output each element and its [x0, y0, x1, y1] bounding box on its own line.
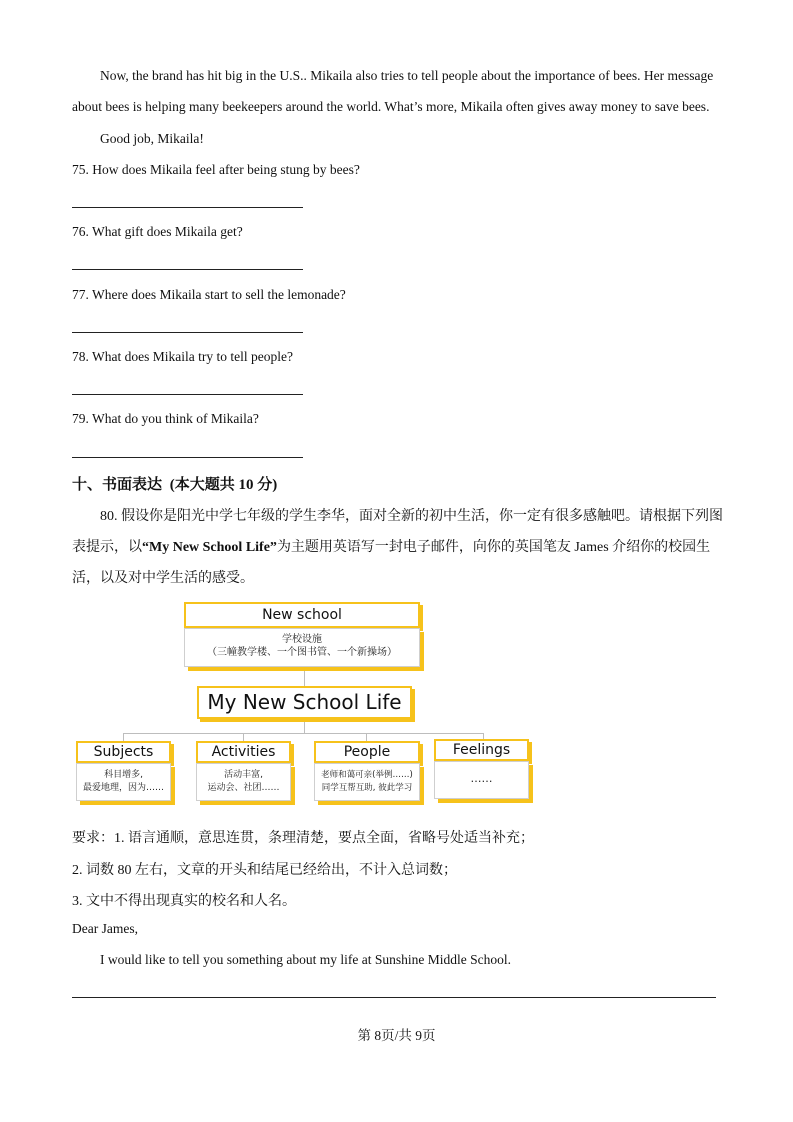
subjects-box-body — [76, 763, 171, 801]
answer-line-77[interactable] — [72, 332, 303, 333]
center-topic-box: My New School Life — [197, 686, 412, 719]
question-78: 78. What does Mikaila try to tell people? — [72, 349, 293, 364]
people-box-body — [314, 763, 420, 801]
new-school-body-line: 学校设施 — [282, 634, 322, 645]
feelings-box-body — [434, 761, 529, 799]
topic-title: “My New School Life” — [142, 540, 277, 555]
question-76: 76. What gift does Mikaila get? — [72, 224, 243, 239]
connector-line — [304, 719, 305, 733]
writing-line[interactable] — [72, 997, 716, 998]
people-body-line: 同学互帮互助, 彼此学习 — [321, 783, 413, 793]
task-line: 活，以及对中学生活的感受。 — [72, 571, 254, 586]
letter-greeting: Dear James, — [72, 921, 138, 936]
activities-body-line: 运动会、社团…… — [207, 783, 280, 793]
section-subtitle: (本大题共 10 分) — [169, 477, 278, 493]
question-79: 79. What do you think of Mikaila? — [72, 411, 259, 426]
question-75: 75. How does Mikaila feel after being stung by bees? — [72, 162, 360, 177]
answer-line-78[interactable] — [72, 394, 303, 395]
task-text: 表提示，以 — [72, 540, 142, 555]
connector-line — [366, 733, 367, 741]
subjects-box-title: Subjects — [76, 741, 171, 763]
people-box-title: People — [314, 741, 420, 763]
task-text: 为主题用英语写一封电子邮件，向你的英国笔友 James 介绍你的校园生 — [276, 540, 711, 555]
requirement-3: 3. 文中不得出现真实的校名和人名。 — [72, 894, 296, 909]
people-body-line: 老师和蔼可亲(举例……) — [321, 770, 413, 780]
new-school-body-line: （三幢教学楼、一个图书管、一个新操场） — [207, 647, 397, 658]
passage-line: about bees is helping many beekeepers around the world. What’s more, Mikaila often gives away money to save bees. — [72, 99, 710, 114]
letter-opening: I would like to tell you something about my life at Sunshine Middle School. — [100, 952, 511, 967]
question-77: 77. Where does Mikaila start to sell the lemonade? — [72, 287, 346, 302]
activities-box-body — [196, 763, 291, 801]
requirement-1: 要求：1. 语言通顺，意思连贯，条理清楚，要点全面，省略号处适当补充； — [72, 831, 534, 846]
section-heading — [72, 473, 277, 494]
answer-line-76[interactable] — [72, 269, 303, 270]
feelings-box-title: Feelings — [434, 739, 529, 761]
new-school-box-body — [184, 628, 420, 667]
activities-box-title: Activities — [196, 741, 291, 763]
subjects-body-line: 科目增多, — [104, 770, 143, 780]
activities-body-line: 活动丰富, — [224, 770, 263, 780]
page-number: 第 8页/共 9页 — [357, 1028, 436, 1043]
subjects-body-line: 最爱地理，因为…… — [82, 783, 164, 793]
connector-line — [243, 733, 244, 741]
connector-line — [123, 733, 483, 734]
connector-line — [123, 733, 124, 741]
answer-line-79[interactable] — [72, 457, 303, 458]
new-school-box-title: New school — [184, 602, 420, 628]
connector-line — [304, 667, 305, 686]
task-line — [72, 536, 710, 556]
section-title: 十、书面表达 — [72, 475, 163, 493]
passage-line: Now, the brand has hit big in the U.S.. Mikaila also tries to tell people about the importance of bees. Her message — [100, 68, 714, 83]
feelings-body-line: …… — [470, 772, 493, 785]
requirement-2: 2. 词数 80 左右，文章的开头和结尾已经给出，不计入总词数； — [72, 863, 457, 878]
answer-line-75[interactable] — [72, 207, 303, 208]
task-line: 80. 假设你是阳光中学七年级的学生李华，面对全新的初中生活，你一定有很多感触吧。请根据下列图 — [100, 509, 723, 524]
passage-line: Good job, Mikaila! — [100, 131, 204, 146]
